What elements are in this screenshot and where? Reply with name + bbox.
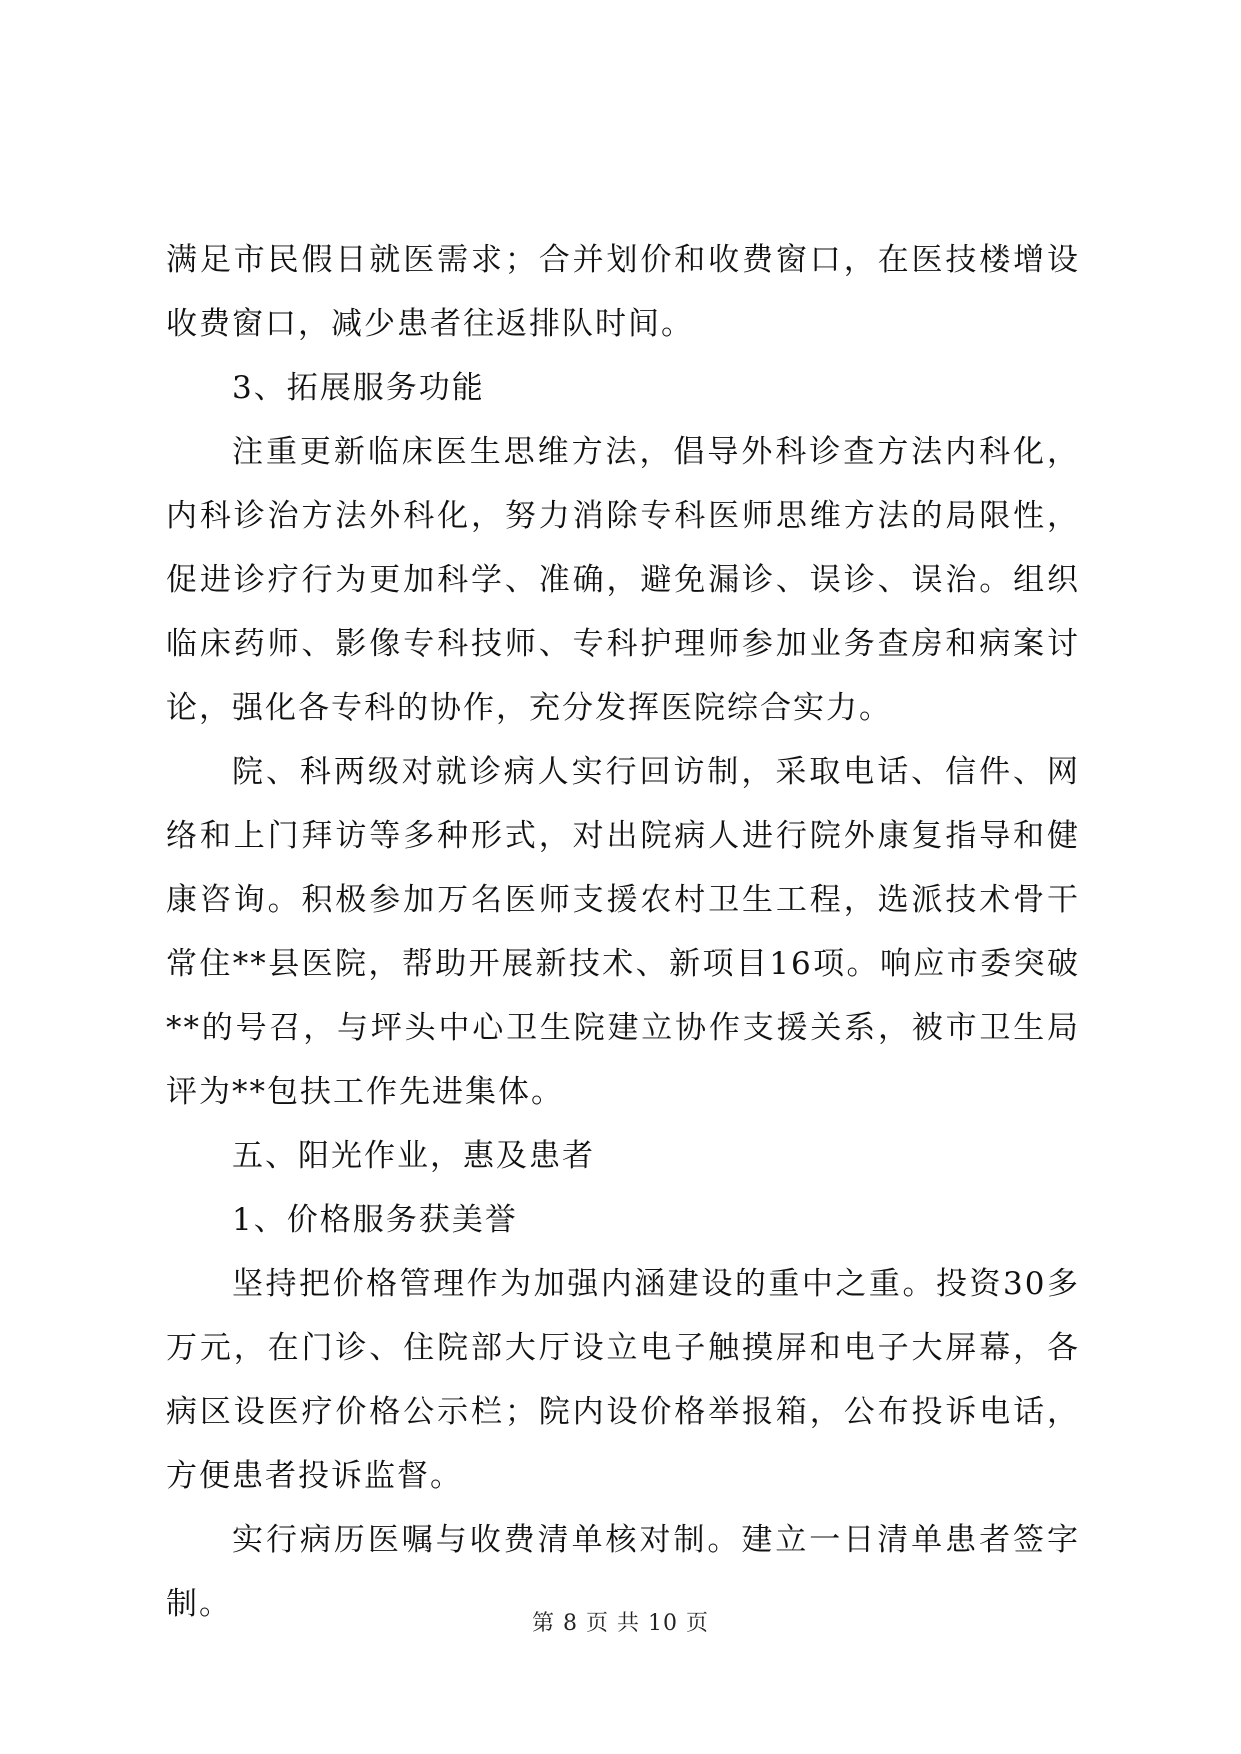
- document-body: [166, 228, 1080, 1636]
- page-number-footer: 第 8 页 共 10 页: [532, 1611, 709, 1636]
- section-heading: 五、阳光作业，惠及患者: [232, 1138, 595, 1174]
- section-heading: 3、拓展服务功能: [232, 370, 485, 406]
- paragraph: 满足市民假日就医需求；合并划价和收费窗口，在医技楼增设收费窗口，减少患者往返排队时间。: [166, 242, 1080, 342]
- subsection-heading: 1、价格服务获美誉: [232, 1202, 518, 1238]
- paragraph: 院、科两级对就诊病人实行回访制，采取电话、信件、网络和上门拜访等多种形式，对出院病人进行院外康复指导和健康咨询。积极参加万名医师支援农村卫生工程，选派技术骨干常住**县医院，帮助开展新技术、新项目16项。响应市委突破**的号召，与坪头中心卫生院建立协作支援关系，被市卫生局评为**包扶工作先进集体。: [166, 754, 1080, 1110]
- paragraph: 注重更新临床医生思维方法，倡导外科诊查方法内科化，内科诊治方法外科化，努力消除专科医师思维方法的局限性，促进诊疗行为更加科学、准确，避免漏诊、误诊、误治。组织临床药师、影像专科技师、专科护理师参加业务查房和病案讨论，强化各专科的协作，充分发挥医院综合实力。: [166, 434, 1080, 726]
- paragraph: 实行病历医嘱与收费清单核对制。建立一日清单患者签字制。: [166, 1522, 1080, 1622]
- paragraph: 坚持把价格管理作为加强内涵建设的重中之重。投资30多万元，在门诊、住院部大厅设立电子触摸屏和电子大屏幕，各病区设医疗价格公示栏；院内设价格举报箱，公布投诉电话，方便患者投诉监督。: [166, 1266, 1080, 1494]
